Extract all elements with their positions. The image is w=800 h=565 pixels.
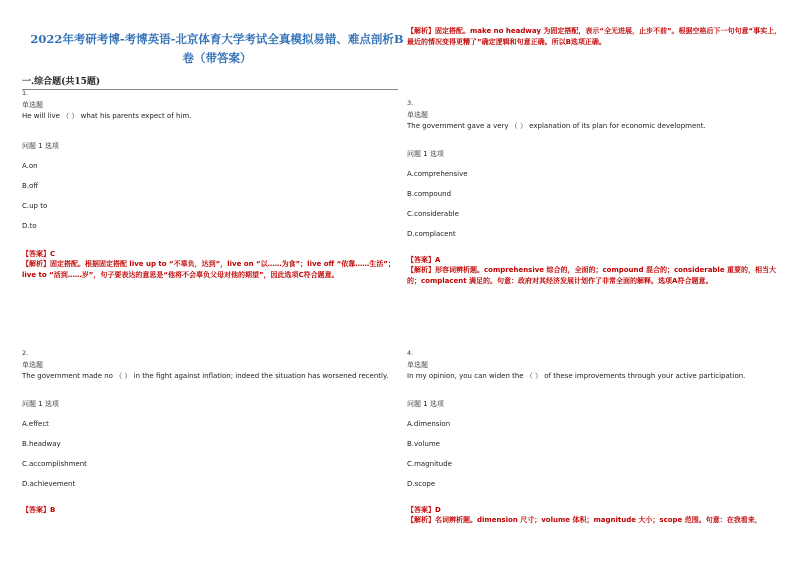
option-header: 问题 1 选项	[22, 400, 59, 408]
option-b: B.off	[22, 182, 39, 190]
question-4	[407, 348, 787, 526]
option-b: B.volume	[407, 440, 440, 448]
option-b: B.compound	[407, 190, 452, 198]
question-stem: He will live （ ） what his parents expect of him.	[22, 112, 192, 120]
option-a: A.dimension	[407, 420, 451, 428]
answer: 【答案】C	[22, 250, 56, 258]
question-type: 单选题	[22, 101, 43, 109]
option-header: 问题 1 选项	[22, 142, 59, 150]
explanation: 【解析】形容词辨析题。comprehensive 综合的，全面的；compound 混合的；considerable 重要的，相当大的；complacent 满足的。句意：政府对其经济发展计划作了非常全面的解释。选项A符合题意。	[407, 266, 777, 285]
option-c: C.accomplishment	[22, 460, 87, 468]
question-number: 1.	[22, 89, 29, 97]
option-a: A.effect	[22, 420, 49, 428]
answer: 【答案】A	[407, 256, 441, 264]
question-1	[22, 88, 397, 281]
option-b: B.headway	[22, 440, 61, 448]
option-c: C.magnitude	[407, 460, 452, 468]
option-a: A.comprehensive	[407, 170, 468, 178]
option-d: D.scope	[407, 480, 436, 488]
option-c: C.considerable	[407, 210, 459, 218]
explanation: 【解析】固定搭配。根据固定搭配 live up to “不辜负，达到”，live on “以……为食”；live off “依靠……生活”；live to “活到……岁”，句子要表达的意思是“他将不会辜负父母对他的期望”，因此选项C符合题意。	[22, 260, 395, 279]
question-number: 3.	[407, 99, 414, 107]
question-type: 单选题	[407, 111, 428, 119]
q2-explanation: 【解析】固定搭配。make no headway 为固定搭配，表示“全无进展，止步不前”。根据空格后下一句句意“事实上，最近的情况变得更糟了”确定逻辑和句意正确。所以B选项正确。	[407, 27, 782, 46]
explanation: 【解析】名词辨析题。dimension 尺寸；volume 体积；magnitude 大小；scope 范围。句意：在我看来，	[407, 516, 762, 524]
question-type: 单选题	[22, 361, 43, 369]
question-2	[22, 348, 397, 515]
option-d: D.complacent	[407, 230, 456, 238]
question-number: 4.	[407, 349, 414, 357]
option-c: C.up to	[22, 202, 48, 210]
question-type: 单选题	[407, 361, 428, 369]
option-header: 问题 1 选项	[407, 400, 444, 408]
option-d: D.to	[22, 222, 37, 230]
option-header: 问题 1 选项	[407, 150, 444, 158]
question-stem: The government made no （ ） in the fight against inflation; indeed the situation has worsened recently.	[22, 372, 389, 380]
document-title: 2022年考研考博-考博英语-北京体育大学考试全真模拟易错、难点剖析B卷（带答案）	[30, 32, 404, 65]
question-stem: In my opinion, you can widen the （ ） of these improvements through your active participation.	[407, 372, 746, 380]
option-d: D.achievement	[22, 480, 76, 488]
question-stem: The government gave a very （ ） explanation of its plan for economic development.	[407, 122, 706, 130]
answer: 【答案】D	[407, 506, 441, 514]
option-a: A.on	[22, 162, 38, 170]
question-3	[407, 98, 787, 287]
section-title: 一.综合题(共15题)	[22, 77, 101, 87]
answer: 【答案】B	[22, 506, 56, 514]
left-column	[22, 0, 412, 90]
question-number: 2.	[22, 349, 29, 357]
